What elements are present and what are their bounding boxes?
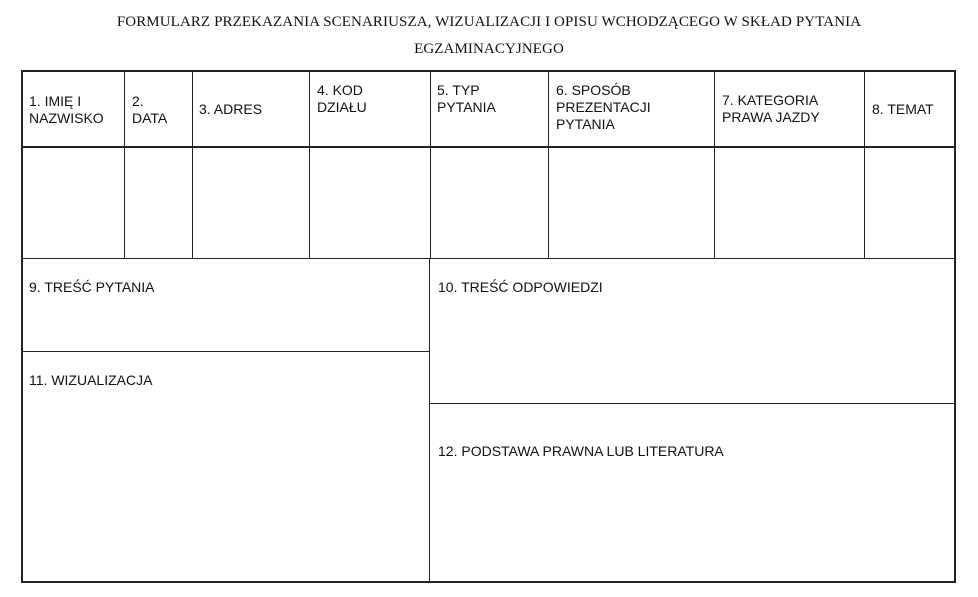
column-header-question-type: 5. TYP PYTANIA: [437, 82, 496, 115]
cell-address[interactable]: [193, 148, 309, 258]
column-header-address: 3. ADRES: [199, 101, 263, 117]
form-border-top: [21, 70, 956, 72]
cell-topic[interactable]: [865, 148, 954, 258]
form-border-bottom: [21, 581, 956, 583]
cell-name[interactable]: [23, 148, 124, 258]
column-header-name: 1. IMIĘ I NAZWISKO: [29, 93, 104, 126]
exam-question-form: [21, 70, 956, 583]
lower-section-divider: [429, 258, 430, 582]
cell-presentation-method[interactable]: [549, 148, 714, 258]
column-header-presentation-method: 6. SPOSÓB PREZENTACJI PYTANIA: [556, 82, 651, 132]
cell-question-type[interactable]: [431, 148, 548, 258]
section-label-legal-basis: 12. PODSTAWA PRAWNA LUB LITERATURA: [438, 443, 724, 459]
column-header-date: 2. DATA: [132, 93, 168, 126]
column-header-license-category: 7. KATEGORIA PRAWA JAZDY: [722, 92, 820, 125]
cell-section-code[interactable]: [310, 148, 430, 258]
form-title-line-1: FORMULARZ PRZEKAZANIA SCENARIUSZA, WIZUALIZACJI I OPISU WCHODZĄCEGO W SKŁAD PYTANIA: [116, 14, 862, 30]
column-header-section-code: 4. KOD DZIAŁU: [317, 82, 367, 115]
section-label-question-content: 9. TREŚĆ PYTANIA: [29, 279, 155, 295]
question-visualization-divider: [21, 351, 430, 352]
answer-legal-basis-divider: [429, 403, 956, 404]
cell-license-category[interactable]: [715, 148, 864, 258]
column-header-topic: 8. TEMAT: [872, 101, 934, 117]
data-row-divider: [21, 258, 956, 259]
section-label-answer-content: 10. TREŚĆ ODPOWIEDZI: [438, 279, 603, 295]
cell-date[interactable]: [125, 148, 192, 258]
form-title-line-2: EGZAMINACYJNEGO: [414, 41, 564, 57]
section-label-visualization: 11. WIZUALIZACJA: [29, 372, 153, 388]
